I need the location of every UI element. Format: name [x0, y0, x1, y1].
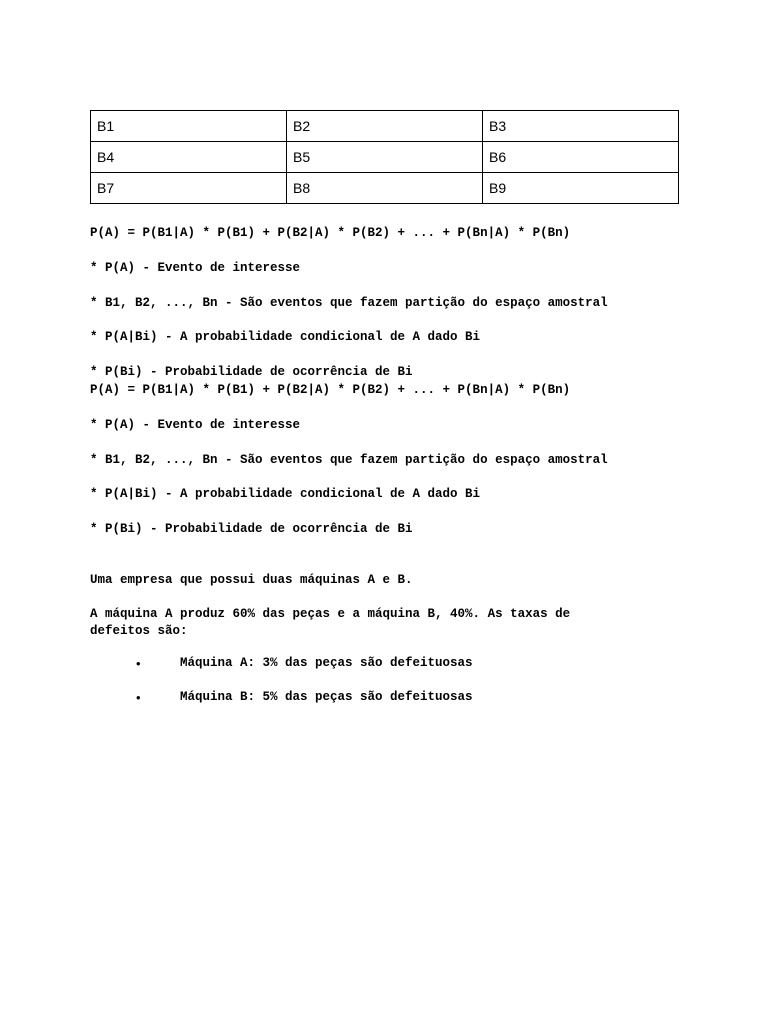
definition-p-a: * P(A) - Evento de interesse — [90, 261, 301, 275]
bullet-icon: • — [136, 690, 141, 705]
definition-p-bi: * P(Bi) - Probabilidade de ocorrência de Bi — [90, 365, 413, 379]
table-row — [91, 173, 679, 204]
table-cell: B5 — [287, 142, 483, 173]
table-cell: B9 — [483, 173, 679, 204]
list-item: Máquina A: 3% das peças são defeituosas — [180, 656, 473, 670]
example-production-line-1: A máquina A produz 60% das peças e a máquina B, 40%. As taxas de — [90, 607, 571, 621]
definition-p-a-given-bi: * P(A|Bi) - A probabilidade condicional de A dado Bi — [90, 330, 481, 344]
table-row — [91, 111, 679, 142]
table-cell: B7 — [91, 173, 287, 204]
table-cell: B6 — [483, 142, 679, 173]
bullet-icon: • — [136, 656, 141, 671]
table-cell: B2 — [287, 111, 483, 142]
definition-p-bi: * P(Bi) - Probabilidade de ocorrência de Bi — [90, 522, 413, 536]
definition-b-partition: * B1, B2, ..., Bn - São eventos que fazem partição do espaço amostral — [90, 296, 608, 310]
list-item: Máquina B: 5% das peças são defeituosas — [180, 690, 473, 704]
definition-p-a: * P(A) - Evento de interesse — [90, 418, 301, 432]
definition-p-a-given-bi: * P(A|Bi) - A probabilidade condicional de A dado Bi — [90, 487, 481, 501]
table-cell: B1 — [91, 111, 287, 142]
table-cell: B3 — [483, 111, 679, 142]
example-intro: Uma empresa que possui duas máquinas A e B. — [90, 573, 413, 587]
example-production-line-2: defeitos são: — [90, 624, 188, 638]
formula-total-probability: P(A) = P(B1|A) * P(B1) + P(B2|A) * P(B2) + ... + P(Bn|A) * P(Bn) — [90, 226, 571, 240]
table-cell: B4 — [91, 142, 287, 173]
definition-b-partition: * B1, B2, ..., Bn - São eventos que fazem partição do espaço amostral — [90, 453, 608, 467]
table-row — [91, 142, 679, 173]
partition-table — [90, 110, 679, 204]
formula-total-probability: P(A) = P(B1|A) * P(B1) + P(B2|A) * P(B2) + ... + P(Bn|A) * P(Bn) — [90, 383, 571, 397]
table-cell: B8 — [287, 173, 483, 204]
